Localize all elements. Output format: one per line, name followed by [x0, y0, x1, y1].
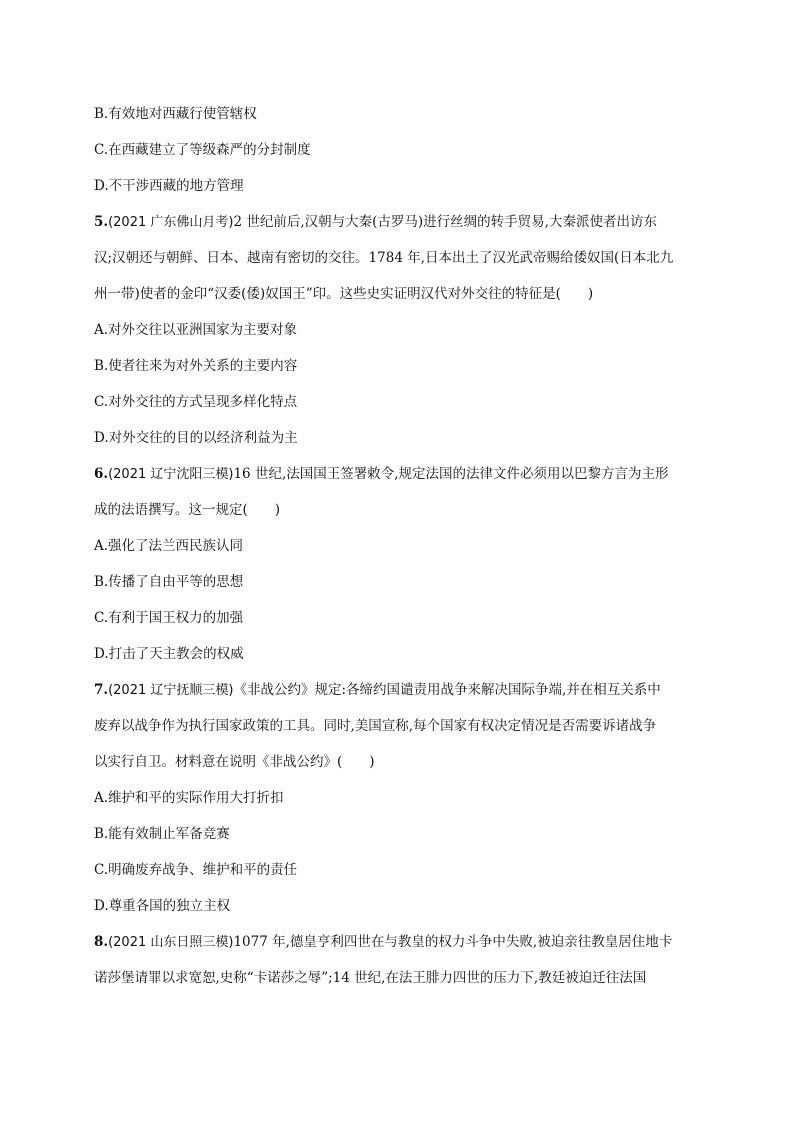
q6-option-c: C.有利于国王权力的加强 — [94, 610, 244, 626]
question-source: (2021 辽宁抚顺三模) — [108, 683, 234, 698]
q7-stem-line-2: 废弃以战争作为执行国家政策的工具。同时,美国宣称,每个国家有权决定情况是否需要诉诸战争 — [94, 718, 657, 734]
question-number: 6. — [94, 466, 109, 482]
q4-option-b: B.有效地对西藏行使管辖权 — [94, 106, 257, 122]
q5-stem-line-1 — [94, 213, 706, 232]
q4-option-d: D.不干涉西藏的地方管理 — [94, 178, 244, 194]
q7-option-d: D.尊重各国的独立主权 — [94, 898, 231, 914]
question-source: (2021 辽宁沈阳三模) — [108, 467, 234, 482]
q7-stem-line-3: 以实行自卫。材料意在说明《非战公约》( ) — [94, 754, 375, 770]
question-number: 7. — [94, 682, 109, 698]
q6-option-b: B.传播了自由平等的思想 — [94, 574, 244, 590]
q5-stem-line-2: 汉;汉朝还与朝鲜、日本、越南有密切的交往。1784 年,日本出土了汉光武帝赐给倭奴国(日本北九 — [94, 250, 674, 266]
q6-option-a: A.强化了法兰西民族认同 — [94, 538, 244, 554]
q7-option-c: C.明确废弃战争、维护和平的责任 — [94, 862, 298, 878]
q5-option-c: C.对外交往的方式呈现多样化特点 — [94, 394, 298, 410]
question-text: 16 世纪,法国国王签署敕令,规定法国的法律文件必须用以巴黎方言为主形 — [233, 466, 669, 482]
question-number: 8. — [94, 934, 109, 950]
q7-stem-line-1 — [94, 681, 706, 700]
q6-option-d: D.打击了天主教会的权威 — [94, 646, 244, 662]
q7-option-b: B.能有效制止军备竞赛 — [94, 826, 230, 842]
q8-stem-line-2: 诺莎堡请罪以求宽恕,史称“卡诺莎之辱”;14 世纪,在法王腓力四世的压力下,教廷被迫迁往法国 — [94, 970, 647, 986]
q5-option-d: D.对外交往的目的以经济利益为主 — [94, 430, 298, 446]
question-text: 1077 年,德皇亨利四世在与教皇的权力斗争中失败,被迫亲往教皇居住地卡 — [233, 934, 673, 950]
question-source: (2021 广东佛山月考) — [108, 215, 234, 230]
q5-option-a: A.对外交往以亚洲国家为主要对象 — [94, 322, 298, 338]
question-source: (2021 山东日照三模) — [108, 935, 234, 950]
q6-stem-line-2: 成的法语撰写。这一规定( ) — [94, 502, 281, 518]
question-text: 《非战公约》规定:各缔约国谴责用战争来解决国际争端,并在相互关系中 — [233, 682, 661, 698]
q8-stem-line-1 — [94, 933, 706, 952]
q6-stem-line-1 — [94, 465, 706, 484]
q5-option-b: B.使者往来为对外关系的主要内容 — [94, 358, 298, 374]
q5-stem-line-3: 州一带)使者的金印“汉委(倭)奴国王”印。这些史实证明汉代对外交往的特征是( ) — [94, 286, 594, 302]
question-number: 5. — [94, 214, 109, 230]
question-text: 2 世纪前后,汉朝与大秦(古罗马)进行丝绸的转手贸易,大秦派使者出访东 — [233, 214, 657, 230]
q7-option-a: A.维护和平的实际作用大打折扣 — [94, 790, 284, 806]
q4-option-c: C.在西藏建立了等级森严的分封制度 — [94, 142, 311, 158]
